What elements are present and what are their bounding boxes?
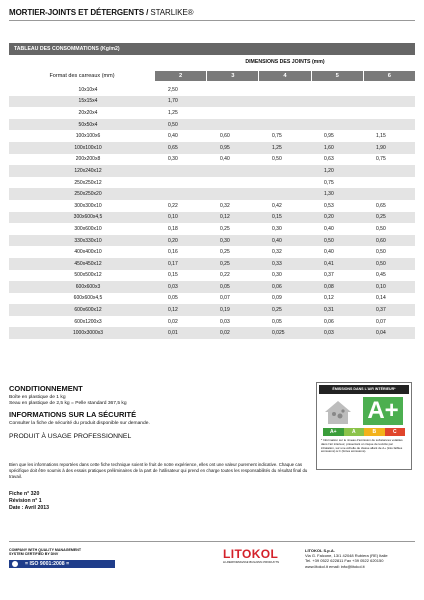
fiche-number: Fiche n° 320 xyxy=(9,491,40,497)
table-row xyxy=(9,246,415,258)
consumption-value: 1,70 xyxy=(168,98,178,105)
tile-format: 300x600x4,5 xyxy=(73,214,103,221)
consumption-value: 0,50 xyxy=(376,225,386,232)
iso-line1: COMPANY WITH QUALITY MANAGEMENT xyxy=(9,548,82,552)
table-row xyxy=(9,177,415,189)
column-header: 3 xyxy=(206,71,258,81)
table-row xyxy=(9,130,415,142)
divider xyxy=(9,20,415,21)
disclaimer: Bien que les informations reportées dans cette fiche technique soient le fruit de notre expérience, elles ont une valeur purement indicative. Chaque cas spécifique doit être soumis à des essais pratiques préliminaires de la part de l'utilisateur qui prend en charge toutes les responsabilités du résultat final du travail. xyxy=(9,462,308,479)
iso-label: = ISO 9001:2008 = xyxy=(25,560,70,567)
tile-format: 100x100x6 xyxy=(75,133,101,140)
table-row xyxy=(9,258,415,270)
footer-divider xyxy=(9,541,415,542)
consumption-value: 0,40 xyxy=(220,156,230,163)
title-sub: STARLIKE® xyxy=(148,8,194,17)
table-row xyxy=(9,200,415,212)
consumption-value: 0,15 xyxy=(168,272,178,279)
consumption-value: 0,95 xyxy=(220,144,230,151)
tile-format: 500x500x12 xyxy=(74,272,102,279)
table-row xyxy=(9,142,415,154)
tile-format: 300x600x10 xyxy=(74,225,102,232)
conditionnement-line2: Seau en plastique de 2,5 kg = Pelle standard 367,5 kg xyxy=(9,401,127,406)
column-headers xyxy=(155,71,415,81)
tile-format: 120x240x12 xyxy=(74,167,102,174)
tile-format: 600x1200x3 xyxy=(74,318,102,325)
table-row xyxy=(9,188,415,200)
consumption-value: 0,09 xyxy=(272,295,282,302)
consumption-value: 0,30 xyxy=(220,237,230,244)
consumption-value: 0,22 xyxy=(168,202,178,209)
consumption-value: 1,15 xyxy=(376,133,386,140)
tile-format: 450x450x12 xyxy=(74,260,102,267)
consumption-value: 0,60 xyxy=(220,133,230,140)
securite-title: INFORMATIONS SUR LA SÉCURITÉ xyxy=(9,410,137,419)
consumption-value: 0,05 xyxy=(272,318,282,325)
consumption-value: 0,17 xyxy=(168,260,178,267)
table-row xyxy=(9,293,415,305)
table-row xyxy=(9,96,415,108)
consumption-value: 0,53 xyxy=(324,202,334,209)
consumption-value: 0,33 xyxy=(272,260,282,267)
consumption-value: 0,25 xyxy=(220,225,230,232)
consumption-value: 0,75 xyxy=(376,156,386,163)
tile-format: 600x600x12 xyxy=(74,307,102,314)
table-row xyxy=(9,327,415,339)
consumption-value: 0,14 xyxy=(376,295,386,302)
title-main: MORTIER-JOINTS ET DÉTERGENTS / xyxy=(9,8,149,17)
consumption-value: 0,07 xyxy=(376,318,386,325)
consumption-value: 0,32 xyxy=(220,202,230,209)
consumption-value: 0,30 xyxy=(272,272,282,279)
consumption-value: 0,22 xyxy=(220,272,230,279)
consumption-value: 1,30 xyxy=(324,191,334,198)
consumption-value: 0,45 xyxy=(376,272,386,279)
consumption-value: 0,12 xyxy=(168,307,178,314)
fiche-date: Date : Avril 2013 xyxy=(9,505,49,511)
badge-note: * Information sur le niveau d'émission de substances volatiles dans l'air intérieur, présentant un risque de toxicité par inhalation, sur une échelle de classe allant de A+ (très faibles émissions) à C (fortes émissions). xyxy=(321,438,403,454)
consumption-value: 0,95 xyxy=(324,133,334,140)
company-street: Via G. Falcone, 13/1 42048 Rubiera (RE) Italie xyxy=(305,553,388,559)
consumption-value: 0,42 xyxy=(272,202,282,209)
consumption-value: 0,50 xyxy=(376,249,386,256)
badge-grade: A+ xyxy=(363,397,403,425)
tile-format: 10x10x4 xyxy=(78,86,98,93)
company-phone: Tel. +39 0522 622811 Fax +39 0522 620150 xyxy=(305,558,384,564)
consumption-value: 0,75 xyxy=(272,133,282,140)
tile-format: 250x250x20 xyxy=(74,191,102,198)
tile-format: 600x600x4,5 xyxy=(73,295,103,302)
securite-line1: Consulter la fiche de sécurité du produit disponible sur demande. xyxy=(9,421,150,426)
consumption-value: 0,10 xyxy=(376,283,386,290)
consumption-value: 1,20 xyxy=(324,167,334,174)
page-title xyxy=(9,8,193,17)
consumption-value: 0,05 xyxy=(220,283,230,290)
consumption-value: 0,30 xyxy=(168,156,178,163)
consumption-value: 0,06 xyxy=(272,283,282,290)
company-name: LITOKOL S.p.A. xyxy=(305,548,335,553)
globe-icon xyxy=(12,561,18,567)
company-web: www.litokol.it email: info@litokol.it xyxy=(305,563,365,569)
table-row xyxy=(9,223,415,235)
consumption-value: 0,20 xyxy=(168,237,178,244)
tile-format: 20x20x4 xyxy=(78,109,98,116)
brand-tagline: HI-PERFORMANCE BUILDING PRODUCTS xyxy=(223,560,279,564)
table-row xyxy=(9,119,415,131)
consumption-value: 0,20 xyxy=(324,214,334,221)
consumption-value: 0,40 xyxy=(324,225,334,232)
consumption-value: 1,90 xyxy=(376,144,386,151)
consumption-value: 1,25 xyxy=(272,144,282,151)
consumption-value: 0,31 xyxy=(324,307,334,314)
fiche-revision: Révision n° 1 xyxy=(9,498,42,504)
column-header: 6 xyxy=(363,71,415,81)
consumption-value: 0,19 xyxy=(220,307,230,314)
tile-format: 50x50x4 xyxy=(78,121,98,128)
tile-format: 1000x3000x3 xyxy=(72,330,104,337)
consumption-value: 0,32 xyxy=(272,249,282,256)
scale-grade: B xyxy=(364,428,385,436)
tile-format: 250x250x12 xyxy=(74,179,102,186)
conditionnement-line1: Boîte en plastique de 1 kg xyxy=(9,395,66,400)
scale-grade: A xyxy=(344,428,365,436)
consumption-value: 0,05 xyxy=(168,295,178,302)
tile-format: 15x15x4 xyxy=(78,98,98,105)
consumption-value: 0,41 xyxy=(324,260,334,267)
consumption-value: 0,18 xyxy=(168,225,178,232)
table-row xyxy=(9,281,415,293)
consumption-value: 0,50 xyxy=(376,260,386,267)
consumption-value: 0,50 xyxy=(324,237,334,244)
consumption-value: 0,25 xyxy=(272,307,282,314)
scale-grade: A+ xyxy=(323,428,344,436)
table-row xyxy=(9,84,415,96)
tile-format: 200x200x8 xyxy=(75,156,101,163)
company-address xyxy=(305,548,388,569)
column-header: 4 xyxy=(258,71,310,81)
tile-format: 100x100x10 xyxy=(74,144,102,151)
consumption-value: 0,08 xyxy=(324,283,334,290)
column-header: 5 xyxy=(311,71,363,81)
tile-format: 400x400x10 xyxy=(74,249,102,256)
consumption-value: 0,02 xyxy=(168,318,178,325)
consumption-value: 0,03 xyxy=(220,318,230,325)
badge-scale xyxy=(323,428,405,436)
consumption-value: 0,30 xyxy=(272,225,282,232)
consumption-value: 0,03 xyxy=(324,330,334,337)
consumption-value: 0,75 xyxy=(324,179,334,186)
table-banner: TABLEAU DES CONSOMMATIONS (Kg/m2) xyxy=(9,43,415,55)
consumption-value: 0,04 xyxy=(376,330,386,337)
consumption-value: 0,50 xyxy=(272,156,282,163)
scale-grade: C xyxy=(385,428,406,436)
consumption-value: 0,02 xyxy=(220,330,230,337)
consumption-value: 0,60 xyxy=(376,237,386,244)
consumption-value: 0,06 xyxy=(324,318,334,325)
iso-badge xyxy=(9,560,115,568)
consumption-value: 0,50 xyxy=(168,121,178,128)
consumption-value: 0,37 xyxy=(324,272,334,279)
tile-format: 330x330x10 xyxy=(74,237,102,244)
consumption-value: 0,25 xyxy=(376,214,386,221)
consumption-value: 0,01 xyxy=(168,330,178,337)
consumption-value: 0,25 xyxy=(220,249,230,256)
consumption-value: 0,25 xyxy=(220,260,230,267)
dimensions-title: DIMENSIONS DES JOINTS (mm) xyxy=(245,59,325,65)
litokol-logo xyxy=(223,547,295,564)
consumption-value: 0,40 xyxy=(168,133,178,140)
format-header: Format des carreaux (mm) xyxy=(49,73,115,79)
tile-format: 300x300x10 xyxy=(74,202,102,209)
column-header: 2 xyxy=(178,73,183,79)
brand-name: LITOKOL xyxy=(223,547,279,561)
table-row xyxy=(9,316,415,328)
consumption-value: 0,025 xyxy=(272,330,285,337)
iso-line2: SYSTEM CERTIFIED BY DNV xyxy=(9,552,59,557)
iso-certification xyxy=(9,548,129,568)
table-row xyxy=(9,270,415,282)
consumption-value: 0,16 xyxy=(168,249,178,256)
table-row xyxy=(9,107,415,119)
table-row xyxy=(9,235,415,247)
badge-title: ÉMISSIONS DANS L'AIR INTÉRIEUR* xyxy=(319,385,409,394)
emission-badge xyxy=(316,382,412,470)
tile-format: 600x600x3 xyxy=(75,283,101,290)
consumption-value: 1,25 xyxy=(168,109,178,116)
consumption-value: 2,50 xyxy=(168,86,178,93)
table-row xyxy=(9,304,415,316)
consumption-table xyxy=(9,84,415,339)
consumption-value: 0,03 xyxy=(168,283,178,290)
consumption-value: 0,65 xyxy=(168,144,178,151)
consumption-value: 0,40 xyxy=(272,237,282,244)
consumption-value: 1,60 xyxy=(324,144,334,151)
consumption-value: 0,12 xyxy=(324,295,334,302)
consumption-value: 0,40 xyxy=(324,249,334,256)
consumption-value: 0,07 xyxy=(220,295,230,302)
house-icon xyxy=(323,399,353,425)
consumption-value: 0,15 xyxy=(272,214,282,221)
consumption-value: 0,10 xyxy=(168,214,178,221)
conditionnement-title: CONDITIONNEMENT xyxy=(9,384,83,393)
table-row xyxy=(9,165,415,177)
table-row xyxy=(9,154,415,166)
consumption-value: 0,37 xyxy=(376,307,386,314)
consumption-value: 0,63 xyxy=(324,156,334,163)
consumption-value: 0,65 xyxy=(376,202,386,209)
consumption-value: 0,12 xyxy=(220,214,230,221)
usage-text: PRODUIT À USAGE PROFESSIONNEL xyxy=(9,433,132,440)
table-row xyxy=(9,212,415,224)
